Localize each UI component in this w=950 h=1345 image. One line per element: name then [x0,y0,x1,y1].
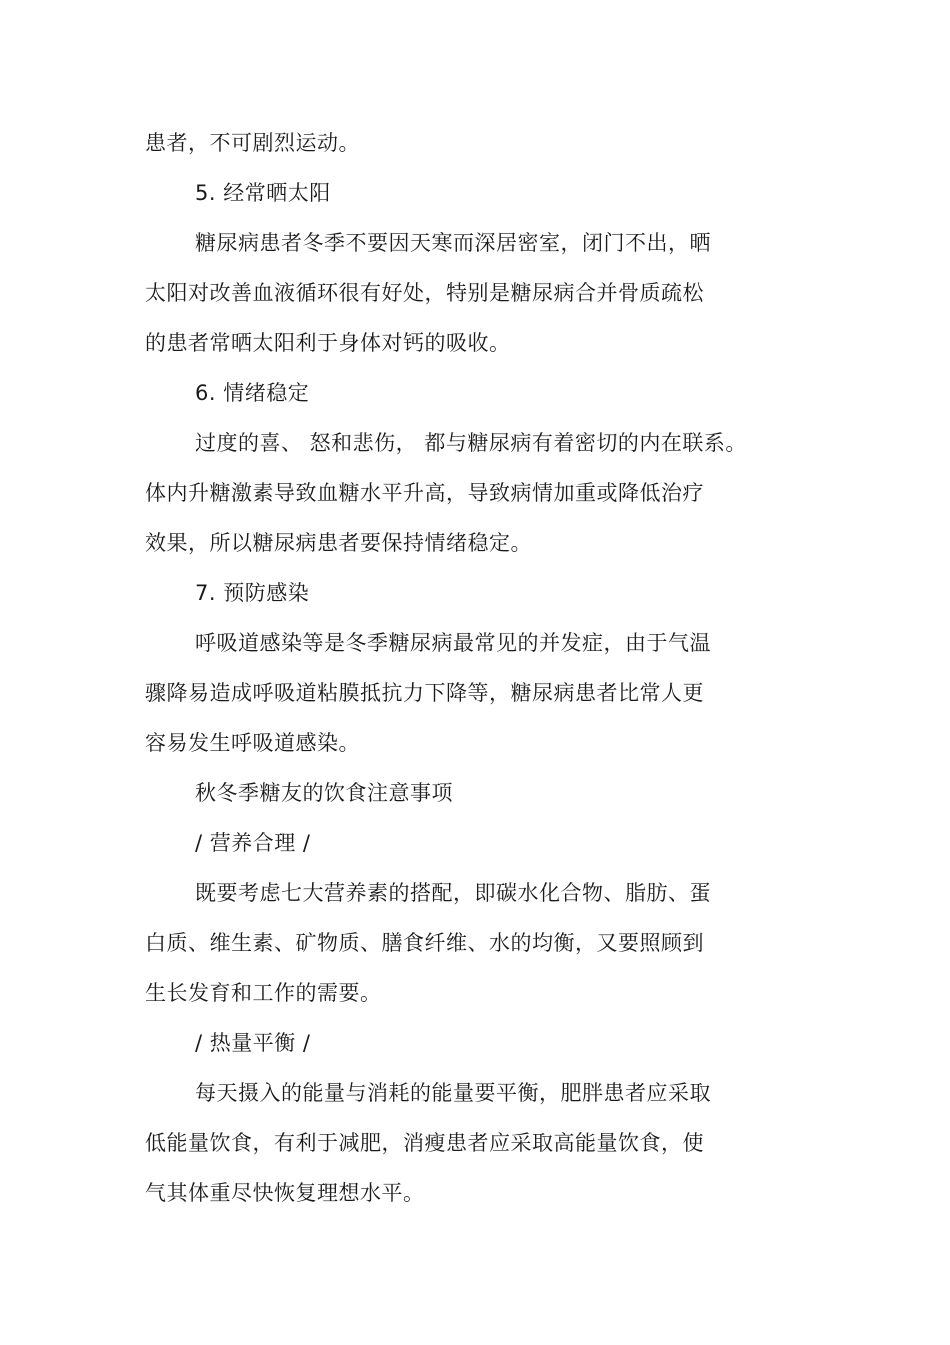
section-heading-emotion: 6. 情绪稳定 [195,381,310,405]
section-heading-diet: 秋冬季糖友的饮食注意事项 [195,781,453,805]
body-text-line: 糖尿病患者冬季不要因天寒而深居密室，闭门不出，晒 [195,231,711,255]
body-text-line: 气其体重尽快恢复理想水平。 [145,1181,425,1205]
body-text-line: 每天摄入的能量与消耗的能量要平衡，肥胖患者应采取 [195,1081,711,1105]
body-text-line: 体内升糖激素导致血糖水平升高，导致病情加重或降低治疗 [145,481,704,505]
body-text-line: 骤降易造成呼吸道粘膜抵抗力下降等，糖尿病患者比常人更 [145,681,704,705]
body-text-line: 呼吸道感染等是冬季糖尿病最常见的并发症，由于气温 [195,631,711,655]
body-text-line: 容易发生呼吸道感染。 [145,731,360,755]
body-text-line: 患者，不可剧烈运动。 [145,131,360,155]
body-text-line: 白质、维生素、矿物质、膳食纤维、水的均衡，又要照顾到 [145,931,704,955]
body-text-line: 效果，所以糖尿病患者要保持情绪稳定。 [145,531,532,555]
body-text-line: 过度的喜、 怒和悲伤， 都与糖尿病有着密切的内在联系。 [195,431,747,455]
section-heading-infection: 7. 预防感染 [195,581,310,605]
body-text-line: 太阳对改善血液循环很有好处，特别是糖尿病合并骨质疏松 [145,281,704,305]
body-text-line: 低能量饮食，有利于减肥，消瘦患者应采取高能量饮食，使 [145,1131,704,1155]
subheading-nutrition: / 营养合理 / [195,831,311,855]
body-text-line: 生长发育和工作的需要。 [145,981,382,1005]
section-heading-sunbathing: 5. 经常晒太阳 [195,181,331,205]
body-text-line: 的患者常晒太阳利于身体对钙的吸收。 [145,331,511,355]
subheading-calorie-balance: / 热量平衡 / [195,1031,311,1055]
body-text-line: 既要考虑七大营养素的搭配，即碳水化合物、脂肪、蛋 [195,881,711,905]
